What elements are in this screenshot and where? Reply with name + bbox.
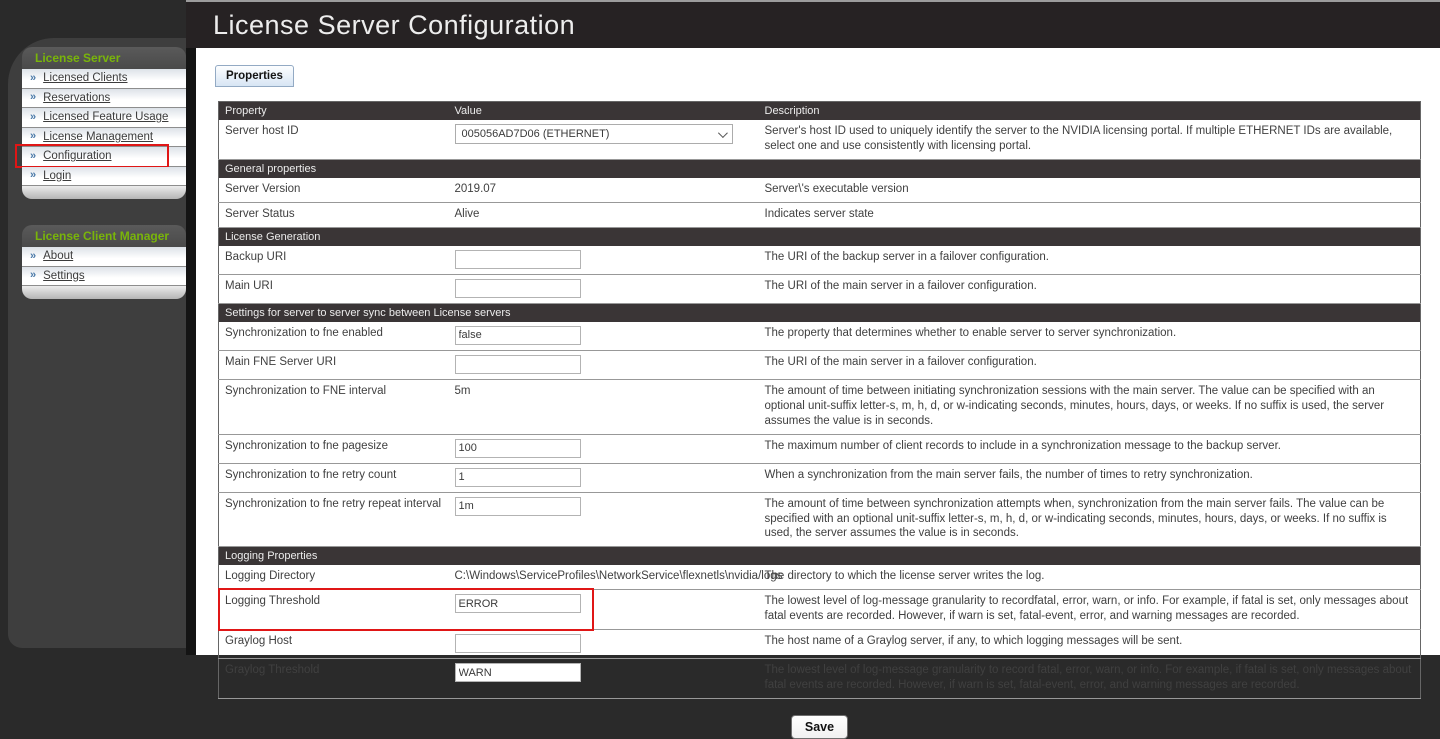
property-description: The lowest level of log-message granularity to recordfatal, error, warn, or info. For example, if fatal is set, only messages about fatal events are recorded. However, if warn is set, fatal-event, error, and warning messages are recorded. [759,590,1421,630]
section-label: Settings for server to server sync between License servers [219,303,1421,322]
table-row-main-fne-server-uri [219,350,1421,379]
page-title: License Server Configuration [213,10,576,40]
property-name: Logging Threshold [219,590,449,630]
sidebar-panel-footer [22,286,186,299]
property-value-cell [449,120,759,159]
column-header-description: Description [759,102,1421,121]
table-row-graylog-host [219,630,1421,659]
column-header-value: Value [449,102,759,121]
table-row-main-uri [219,274,1421,303]
table-header-row [219,102,1421,121]
property-description: The lowest level of log-message granularity to record fatal, error, warn, or info. For example, if fatal is set, only messages about fatal events are recorded. However, if warn is set, fatal-event, error, and warning messages are recorded. [759,659,1421,699]
property-value-cell [449,565,783,589]
tab-bar [215,65,1440,87]
double-chevron-icon: » [30,91,37,104]
property-description: The amount of time between initiating synchronization sessions with the main server. The value can be specified with an optional unit-suffix letter-s, m, h, d, or w-indicating seconds, minutes, hours, days, or weeks. If no suffix is used, the server assumes the value is in seconds. [759,379,1421,434]
table-row-synchronization-to-fne-interval [219,379,1421,434]
sidebar-item-label: License Management [43,130,154,143]
property-description: The directory to which the license server writes the log. [759,565,1421,589]
table-row-synchronization-to-fne-pagesize [219,434,1421,463]
tab-properties[interactable]: Properties [215,65,294,87]
property-name: Server host ID [219,120,449,159]
save-button[interactable]: Save [791,715,848,739]
property-name: Synchronization to fne pagesize [219,434,449,463]
section-row-general-properties [219,159,1421,178]
double-chevron-icon: » [30,130,37,143]
value-text: Alive [454,207,480,220]
property-name: Main FNE Server URI [219,350,449,379]
property-description: Server\'s executable version [759,178,1421,202]
sidebar-item-label: Settings [43,269,85,282]
value-select-server-host-id[interactable] [455,124,733,144]
main-content [196,48,1440,735]
sidebar-container [8,38,186,648]
sidebar-item-licensed-feature-usage[interactable] [22,108,186,128]
property-description: The amount of time between synchronization attempts when, synchronization from the main server fails. The value can be specified with an optional unit-suffix letter-s, m, h, d, or w-indicating seconds, minutes, hours, days, or weeks. If no suffix is used, the server assumes the value is in seconds. [759,492,1421,547]
sidebar-item-about[interactable] [22,247,186,267]
sidebar-item-label: Login [43,169,72,182]
property-value-cell [449,590,759,630]
table-row-graylog-threshold [219,659,1421,699]
section-label: Logging Properties [219,547,1421,566]
section-label: License Generation [219,227,1421,246]
property-value-cell [449,463,759,492]
property-value-cell [449,246,759,275]
table-row-logging-directory [219,565,1421,589]
property-value-cell [449,350,759,379]
table-row-synchronization-to-fne-retry-repeat-interval [219,492,1421,547]
table-row-logging-threshold [219,590,1421,630]
value-input-synchronization-to-fne-enabled[interactable] [455,326,581,345]
property-value-cell [449,630,759,659]
property-value-cell [449,178,759,202]
table-row-synchronization-to-fne-retry-count [219,463,1421,492]
property-name: Graylog Host [219,630,449,659]
sidebar-panels [8,38,186,299]
property-description: Server's host ID used to uniquely identify the server to the NVIDIA licensing portal. If multiple ETHERNET IDs are available, select one and use consistently with licensing portal. [759,120,1421,159]
property-value-cell [449,434,759,463]
sidebar-item-label: Licensed Feature Usage [43,111,169,124]
table-row-server-version [219,178,1421,202]
property-name: Logging Directory [219,565,449,589]
value-input-graylog-host[interactable] [455,634,581,653]
property-value-cell [449,659,759,699]
property-name: Server Version [219,178,449,202]
value-input-synchronization-to-fne-retry-repeat-interval[interactable] [455,497,581,516]
double-chevron-icon: » [30,249,37,262]
property-description: The maximum number of client records to include in a synchronization message to the backup server. [759,434,1421,463]
value-input-backup-uri[interactable] [455,250,581,269]
sidebar-item-label: Configuration [43,150,112,163]
property-description: When a synchronization from the main server fails, the number of times to retry synchronization. [759,463,1421,492]
sidebar-item-label: About [43,250,74,263]
property-description: The property that determines whether to enable server to server synchronization. [759,322,1421,351]
table-row-backup-uri [219,246,1421,275]
sidebar-item-settings[interactable] [22,267,186,287]
value-text: 5m [454,384,471,397]
property-name: Graylog Threshold [219,659,449,699]
section-label: General properties [219,159,1421,178]
property-description: The URI of the main server in a failover configuration. [759,274,1421,303]
value-input-logging-threshold[interactable] [455,594,581,613]
property-description: The URI of the backup server in a failover configuration. [759,246,1421,275]
chevron-down-icon [717,128,727,138]
table-row-synchronization-to-fne-enabled [219,322,1421,351]
value-input-graylog-threshold[interactable] [455,663,581,682]
sidebar-panel-title: License Client Manager [22,225,186,247]
page-header [186,0,1440,48]
property-name: Synchronization to fne enabled [219,322,449,351]
sidebar-item-licensed-clients[interactable] [22,69,186,89]
sidebar-item-label: Reservations [43,91,111,104]
section-row-logging-properties [219,547,1421,566]
sidebar-panel-gap [8,199,186,225]
property-description: Indicates server state [759,202,1421,227]
double-chevron-icon: » [30,169,37,182]
value-input-synchronization-to-fne-pagesize[interactable] [455,439,581,458]
sidebar-panel-license-client-manager [22,225,186,299]
property-description: The host name of a Graylog server, if any, to which logging messages will be sent. [759,630,1421,659]
double-chevron-icon: » [30,110,37,123]
sidebar-item-license-management[interactable] [22,128,186,148]
property-value-cell [449,274,759,303]
property-name: Synchronization to fne retry repeat interval [219,492,449,547]
property-value-cell [449,322,759,351]
sidebar [0,0,186,655]
value-text: C:\Windows\ServiceProfiles\NetworkService\flexnetls\nvidia/logs [454,570,783,583]
property-name: Main URI [219,274,449,303]
sidebar-panel-footer [22,186,186,199]
value-input-main-uri[interactable] [455,279,581,298]
sidebar-divider [186,0,196,655]
value-input-main-fne-server-uri[interactable] [455,355,581,374]
sidebar-item-label: Licensed Clients [43,72,128,85]
property-name: Synchronization to FNE interval [219,379,449,434]
property-name: Server Status [219,202,449,227]
double-chevron-icon: » [30,269,37,282]
section-row-license-generation [219,227,1421,246]
table-row-server-host-id [219,120,1421,159]
property-description: The URI of the main server in a failover configuration. [759,350,1421,379]
table-row-server-status [219,202,1421,227]
property-name: Synchronization to fne retry count [219,463,449,492]
double-chevron-icon: » [30,71,37,84]
sidebar-panel-title: License Server [22,47,186,69]
value-input-synchronization-to-fne-retry-count[interactable] [455,468,581,487]
selected-option-label: 005056AD7D06 (ETHERNET) [461,127,610,140]
sidebar-panel-license-server [22,38,186,199]
sidebar-item-reservations[interactable] [22,89,186,109]
properties-table-wrap [218,101,1421,699]
double-chevron-icon: » [30,149,37,162]
section-row-settings-for-server-to-server-sync-between-license-servers [219,303,1421,322]
properties-table [218,101,1421,699]
value-text: 2019.07 [454,182,497,195]
column-header-property: Property [219,102,449,121]
sidebar-item-login[interactable] [22,167,186,187]
property-value-cell [449,202,759,227]
property-value-cell [449,492,759,547]
save-row [218,715,1421,739]
sidebar-item-configuration[interactable] [22,147,186,167]
property-value-cell [449,379,759,434]
property-name: Backup URI [219,246,449,275]
